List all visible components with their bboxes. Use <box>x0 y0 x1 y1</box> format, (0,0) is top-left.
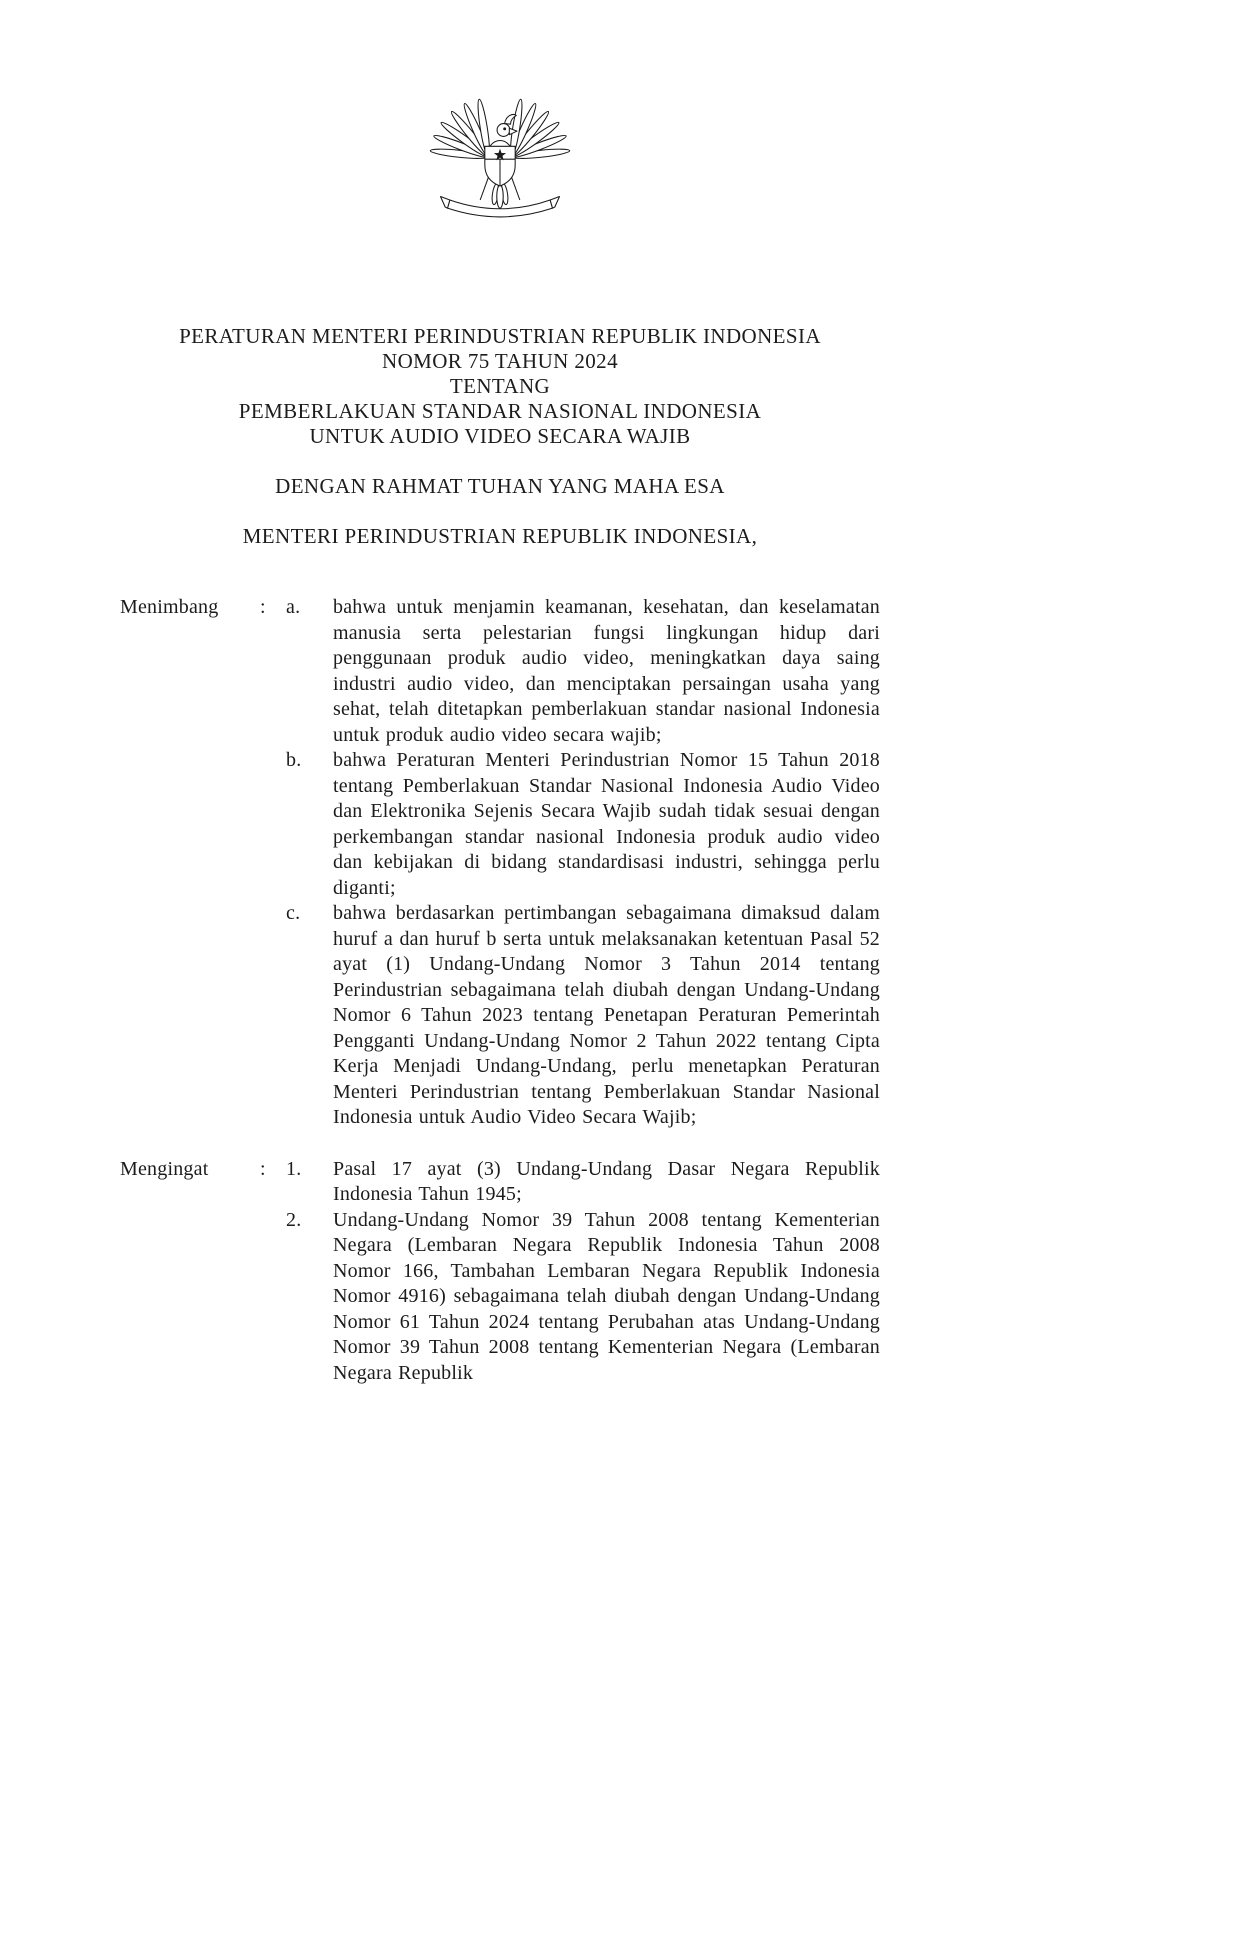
title-line-1: PERATURAN MENTERI PERINDUSTRIAN REPUBLIK INDONESIA <box>179 324 821 348</box>
document-body <box>120 595 880 1386</box>
section-label-mengingat: Mengingat <box>120 1157 209 1180</box>
item-marker: 1. <box>286 1157 302 1180</box>
invocation-line: DENGAN RAHMAT TUHAN YANG MAHA ESA <box>275 474 725 498</box>
colon-separator: : <box>260 1157 266 1180</box>
recalling-item-1 <box>120 1157 880 1208</box>
considering-item-c <box>120 901 880 1131</box>
recalling-item-2 <box>120 1208 880 1387</box>
considering-item-a <box>120 595 880 748</box>
title-line-4: PEMBERLAKUAN STANDAR NASIONAL INDONESIA <box>238 399 762 423</box>
left-wing <box>430 99 492 161</box>
item-marker: 2. <box>286 1208 302 1231</box>
title-line-2: NOMOR 75 TAHUN 2024 <box>382 349 618 373</box>
document-content <box>120 0 880 1386</box>
item-marker: a. <box>286 596 301 618</box>
item-text: Undang-Undang Nomor 39 Tahun 2008 tentang Kementerian Negara (Lembaran Negara Republik Indonesia Tahun 2008 Nomor 166, Tambahan Lembaran Negara Republik Indonesia Nomor 4916) sebagaimana telah diubah dengan Undang-Undang Nomor 61 Tahun 2024 tentang Perubahan atas Undang-Undang Nomor 39 Tahun 2008 tentang Kementerian Negara (Lembaran Negara Republik <box>333 1208 880 1384</box>
title-line-3: TENTANG <box>449 374 551 398</box>
item-text: Pasal 17 ayat (3) Undang-Undang Dasar Negara Republik Indonesia Tahun 1945; <box>333 1157 880 1205</box>
section-label-menimbang: Menimbang <box>120 596 219 618</box>
item-marker: c. <box>286 902 301 924</box>
item-text: bahwa berdasarkan pertimbangan sebagaimana dimaksud dalam huruf a dan huruf b serta untuk melaksanakan ketentuan Pasal 52 ayat (1) Undang-Undang Nomor 3 Tahun 2014 tentang Perindustrian sebagaimana telah diubah dengan Undang-Undang Nomor 6 Tahun 2023 tentang Penetapan Peraturan Pemerintah Pengganti Undang-Undang Nomor 2 Tahun 2022 tentang Cipta Kerja Menjadi Undang-Undang, perlu menetapkan Peraturan Menteri Perindustrian tentang Pemberlakuan Standar Nasional Indonesia untuk Audio Video Secara Wajib; <box>333 902 880 1128</box>
section-mengingat <box>120 1157 880 1387</box>
considering-item-b <box>120 748 880 901</box>
item-text: bahwa untuk menjamin keamanan, kesehatan, dan keselamatan manusia serta pelestarian fungsi lingkungan hidup dari penggunaan produk audio video, meningkatkan daya saing industri audio video, dan menciptakan persaingan usaha yang sehat, telah ditetapkan pemberlakuan standar nasional Indonesia untuk produk audio video secara wajib; <box>333 596 880 746</box>
item-marker: b. <box>286 749 302 771</box>
title-line-5: UNTUK AUDIO VIDEO SECARA WAJIB <box>309 424 691 448</box>
right-wing <box>508 99 570 161</box>
section-menimbang <box>120 595 880 1131</box>
authority-line: MENTERI PERINDUSTRIAN REPUBLIK INDONESIA, <box>242 524 758 548</box>
colon-separator: : <box>260 596 266 618</box>
tail <box>491 183 509 208</box>
item-text: bahwa Peraturan Menteri Perindustrian Nomor 15 Tahun 2018 tentang Pemberlakuan Standar Nasional Indonesia Audio Video dan Elektronika Sejenis Secara Wajib sudah tidak sesuai dengan perkembangan standar nasional Indonesia produk audio video dan kebijakan di bidang standardisasi industri, sehingga perlu diganti; <box>333 749 880 899</box>
document-title <box>120 324 880 449</box>
garuda-pancasila-icon <box>424 88 576 228</box>
